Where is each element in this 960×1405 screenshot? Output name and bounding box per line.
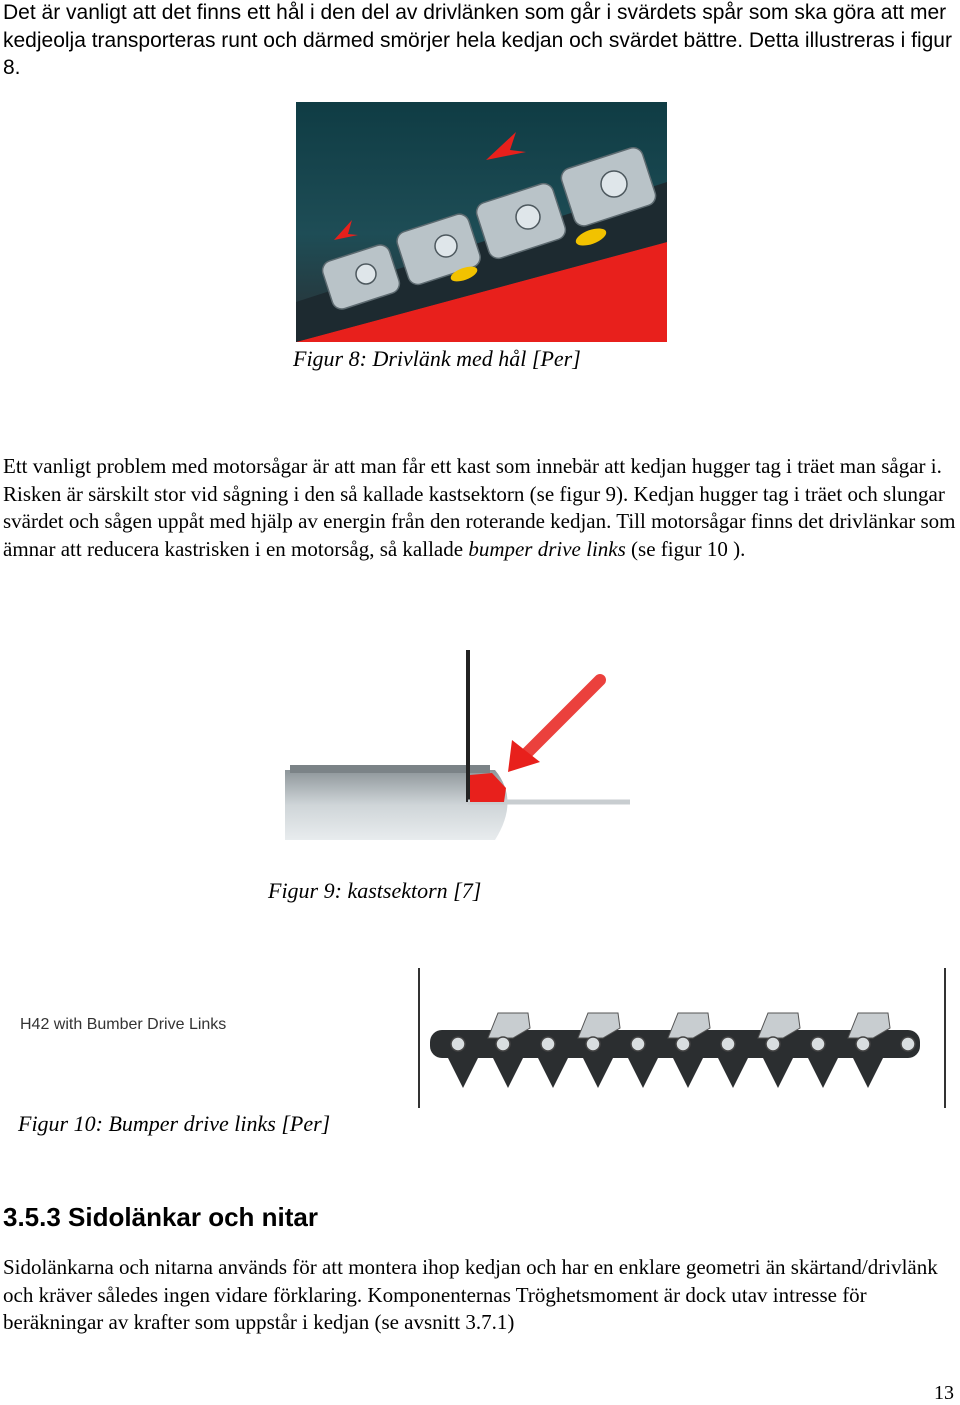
kickback-text-part2: (se figur 10 ). — [625, 536, 746, 561]
section-paragraph: Sidolänkarna och nitarna används för att montera ihop kedjan och har en enklare geometri än skärtand/drivlänk och kräver således ingen vidare förklaring. Komponenternas Tröghetsmoment är dock utav intresse för beräkningar av krafter som uppstår i kedjan (se avsnitt 3.7.1) — [3, 1255, 938, 1335]
body-paragraph-kickback — [3, 453, 958, 563]
page-number: 13 — [934, 1382, 954, 1404]
figure-10-chain-image — [418, 968, 948, 1113]
figure-10-image-label: H42 with Bumber Drive Links — [20, 1016, 227, 1033]
intro-paragraph: Det är vanligt att det finns ett hål i den del av drivlänken som går i svärdets spår som ska göra att mer kedjeolja transporteras runt och därmed smörjer hela kedjan och svärdet bättre. Detta illustreras i figur 8. — [3, 1, 952, 80]
figure-8-caption: Figur 8: Drivlänk med hål [Per] — [293, 346, 581, 371]
kickback-text-part1: Ett vanligt problem med motorsågar är att man får ett kast som innebär att kedjan hugger tag i träet man sågar i. Risken är särskilt stor vid sågning i den så kallade kastsektorn (se figur 9). Kedjan hugger tag i träet och slungar svärdet och sågen uppåt med hjälp av energin från den roterande kedjan. Till motorsågar finns det drivlänkar som ämnar att reducera kastrisken i en motorsåg, så kallade — [3, 454, 956, 561]
figure-10-caption: Figur 10: Bumper drive links [Per] — [18, 1111, 331, 1136]
figure-9-image — [270, 640, 640, 870]
figure-9-caption: Figur 9: kastsektorn [7] — [268, 878, 482, 903]
figure-8-image — [296, 102, 667, 342]
kickback-text-emphasis: bumper drive links — [468, 536, 626, 561]
section-heading: 3.5.3 Sidolänkar och nitar — [3, 1202, 318, 1232]
